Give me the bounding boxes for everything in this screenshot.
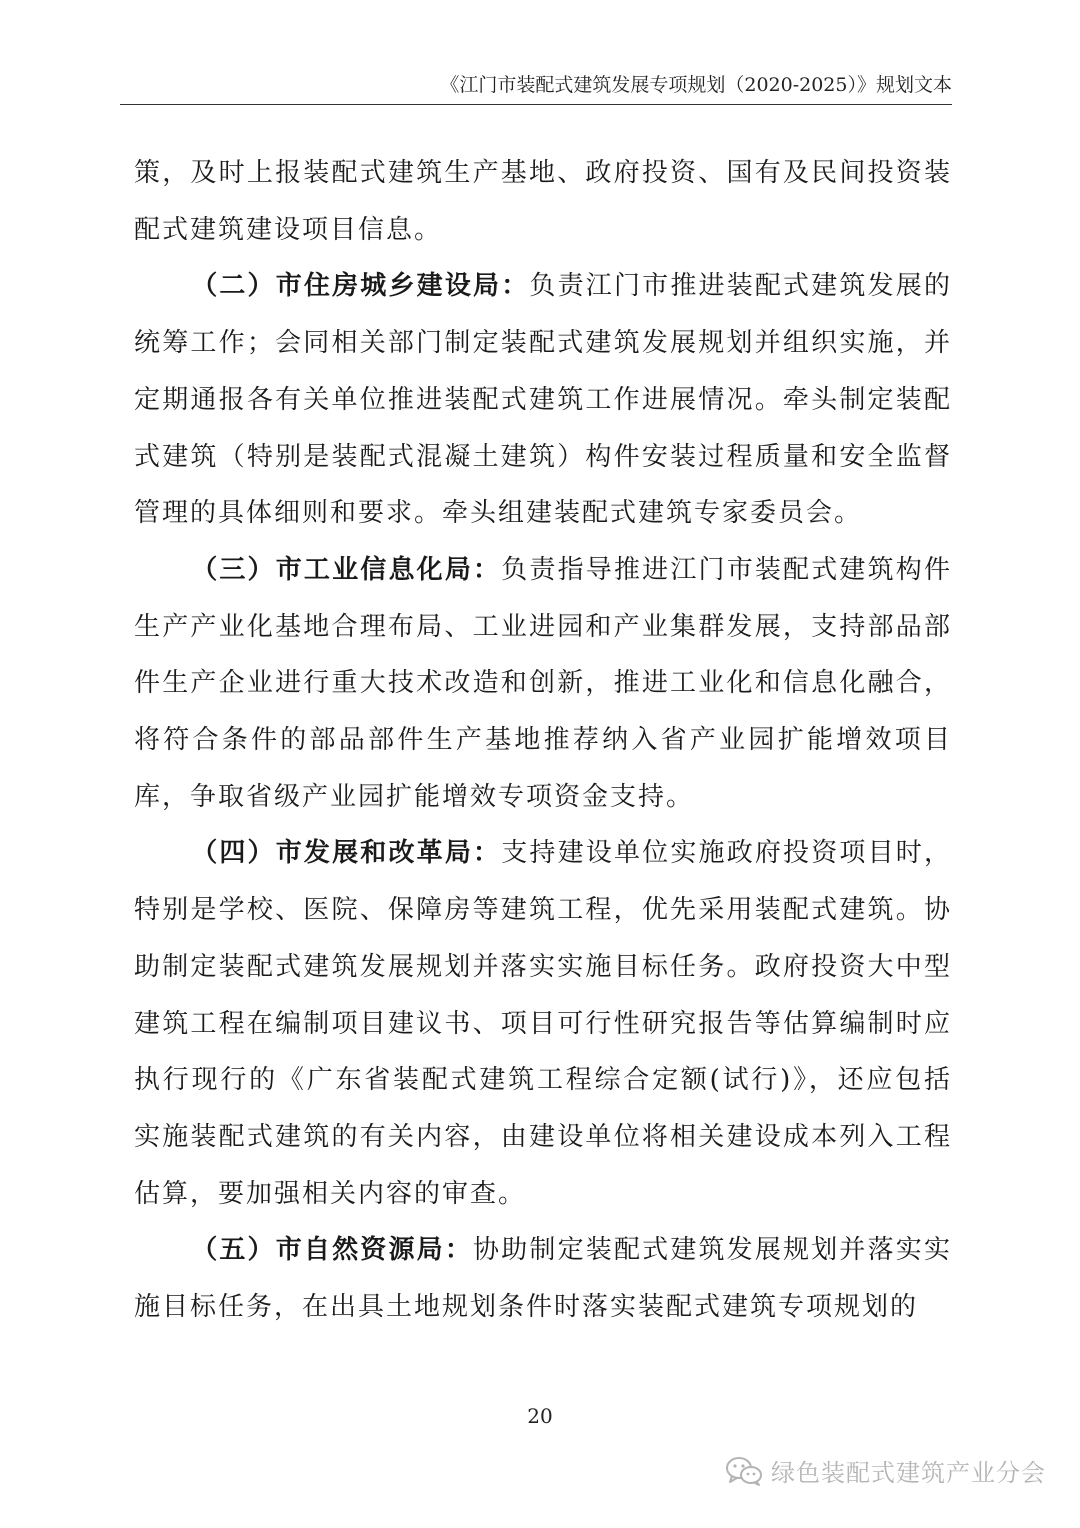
paragraph-heading: （五）市自然资源局： [191,1235,474,1266]
document-header: 《江门市装配式建筑发展专项规划（2020-2025）》规划文本 [440,74,952,96]
watermark [725,1453,1046,1488]
paragraph-heading: （二）市住房城乡建设局： [191,271,530,302]
paragraph-text: 支持建设单位实施政府投资项目时，特别是学校、医院、保障房等建筑工程，优先采用装配式建筑。协助制定装配式建筑发展规划并落实实施目标任务。政府投资大中型建筑工程在编制项目建议书、项目可行性研究报告等估算编制时应执行现行的《广东省装配式建筑工程综合定额(试行)》，还应包括实施装配式建筑的有关内容，由建设单位将相关建设成本列入工程估算，要加强相关内容的审查。 [134,838,952,1209]
paragraph-housing-bureau [134,258,952,542]
paragraph-text: 负责指导推进江门市装配式建筑构件生产产业化基地合理布局、工业进园和产业集群发展，支持部品部件生产企业进行重大技术改造和创新，推进工业化和信息化融合，将符合条件的部品部件生产基地推荐纳入省产业园扩能增效项目库，争取省级产业园扩能增效专项资金支持。 [134,554,952,812]
paragraph-heading: （三）市工业信息化局： [191,554,502,585]
paragraph-industry-bureau [134,542,952,826]
paragraph-development-bureau [134,825,952,1222]
paragraph-text: 负责江门市推进装配式建筑发展的统筹工作；会同相关部门制定装配式建筑发展规划并组织实施，并定期通报各有关单位推进装配式建筑工作进展情况。牵头制定装配式建筑（特别是装配式混凝土建筑）构件安装过程质量和安全监督管理的具体细则和要求。牵头组建装配式建筑专家委员会。 [134,271,952,529]
paragraph-heading: （四）市发展和改革局： [191,838,502,869]
paragraph-text: 策，及时上报装配式建筑生产基地、政府投资、国有及民间投资装配式建筑建设项目信息。 [134,158,952,245]
document-body [134,145,952,1336]
paragraph-natural-resources-bureau [134,1222,952,1335]
header-divider [120,104,952,105]
page-number: 20 [527,1404,553,1428]
paragraph-text: 协助制定装配式建筑发展规划并落实实施目标任务，在出具土地规划条件时落实装配式建筑专项规划的 [134,1235,952,1323]
wechat-icon [725,1455,763,1487]
paragraph-continuation [134,145,952,258]
watermark-text: 绿色装配式建筑产业分会 [771,1459,1046,1487]
